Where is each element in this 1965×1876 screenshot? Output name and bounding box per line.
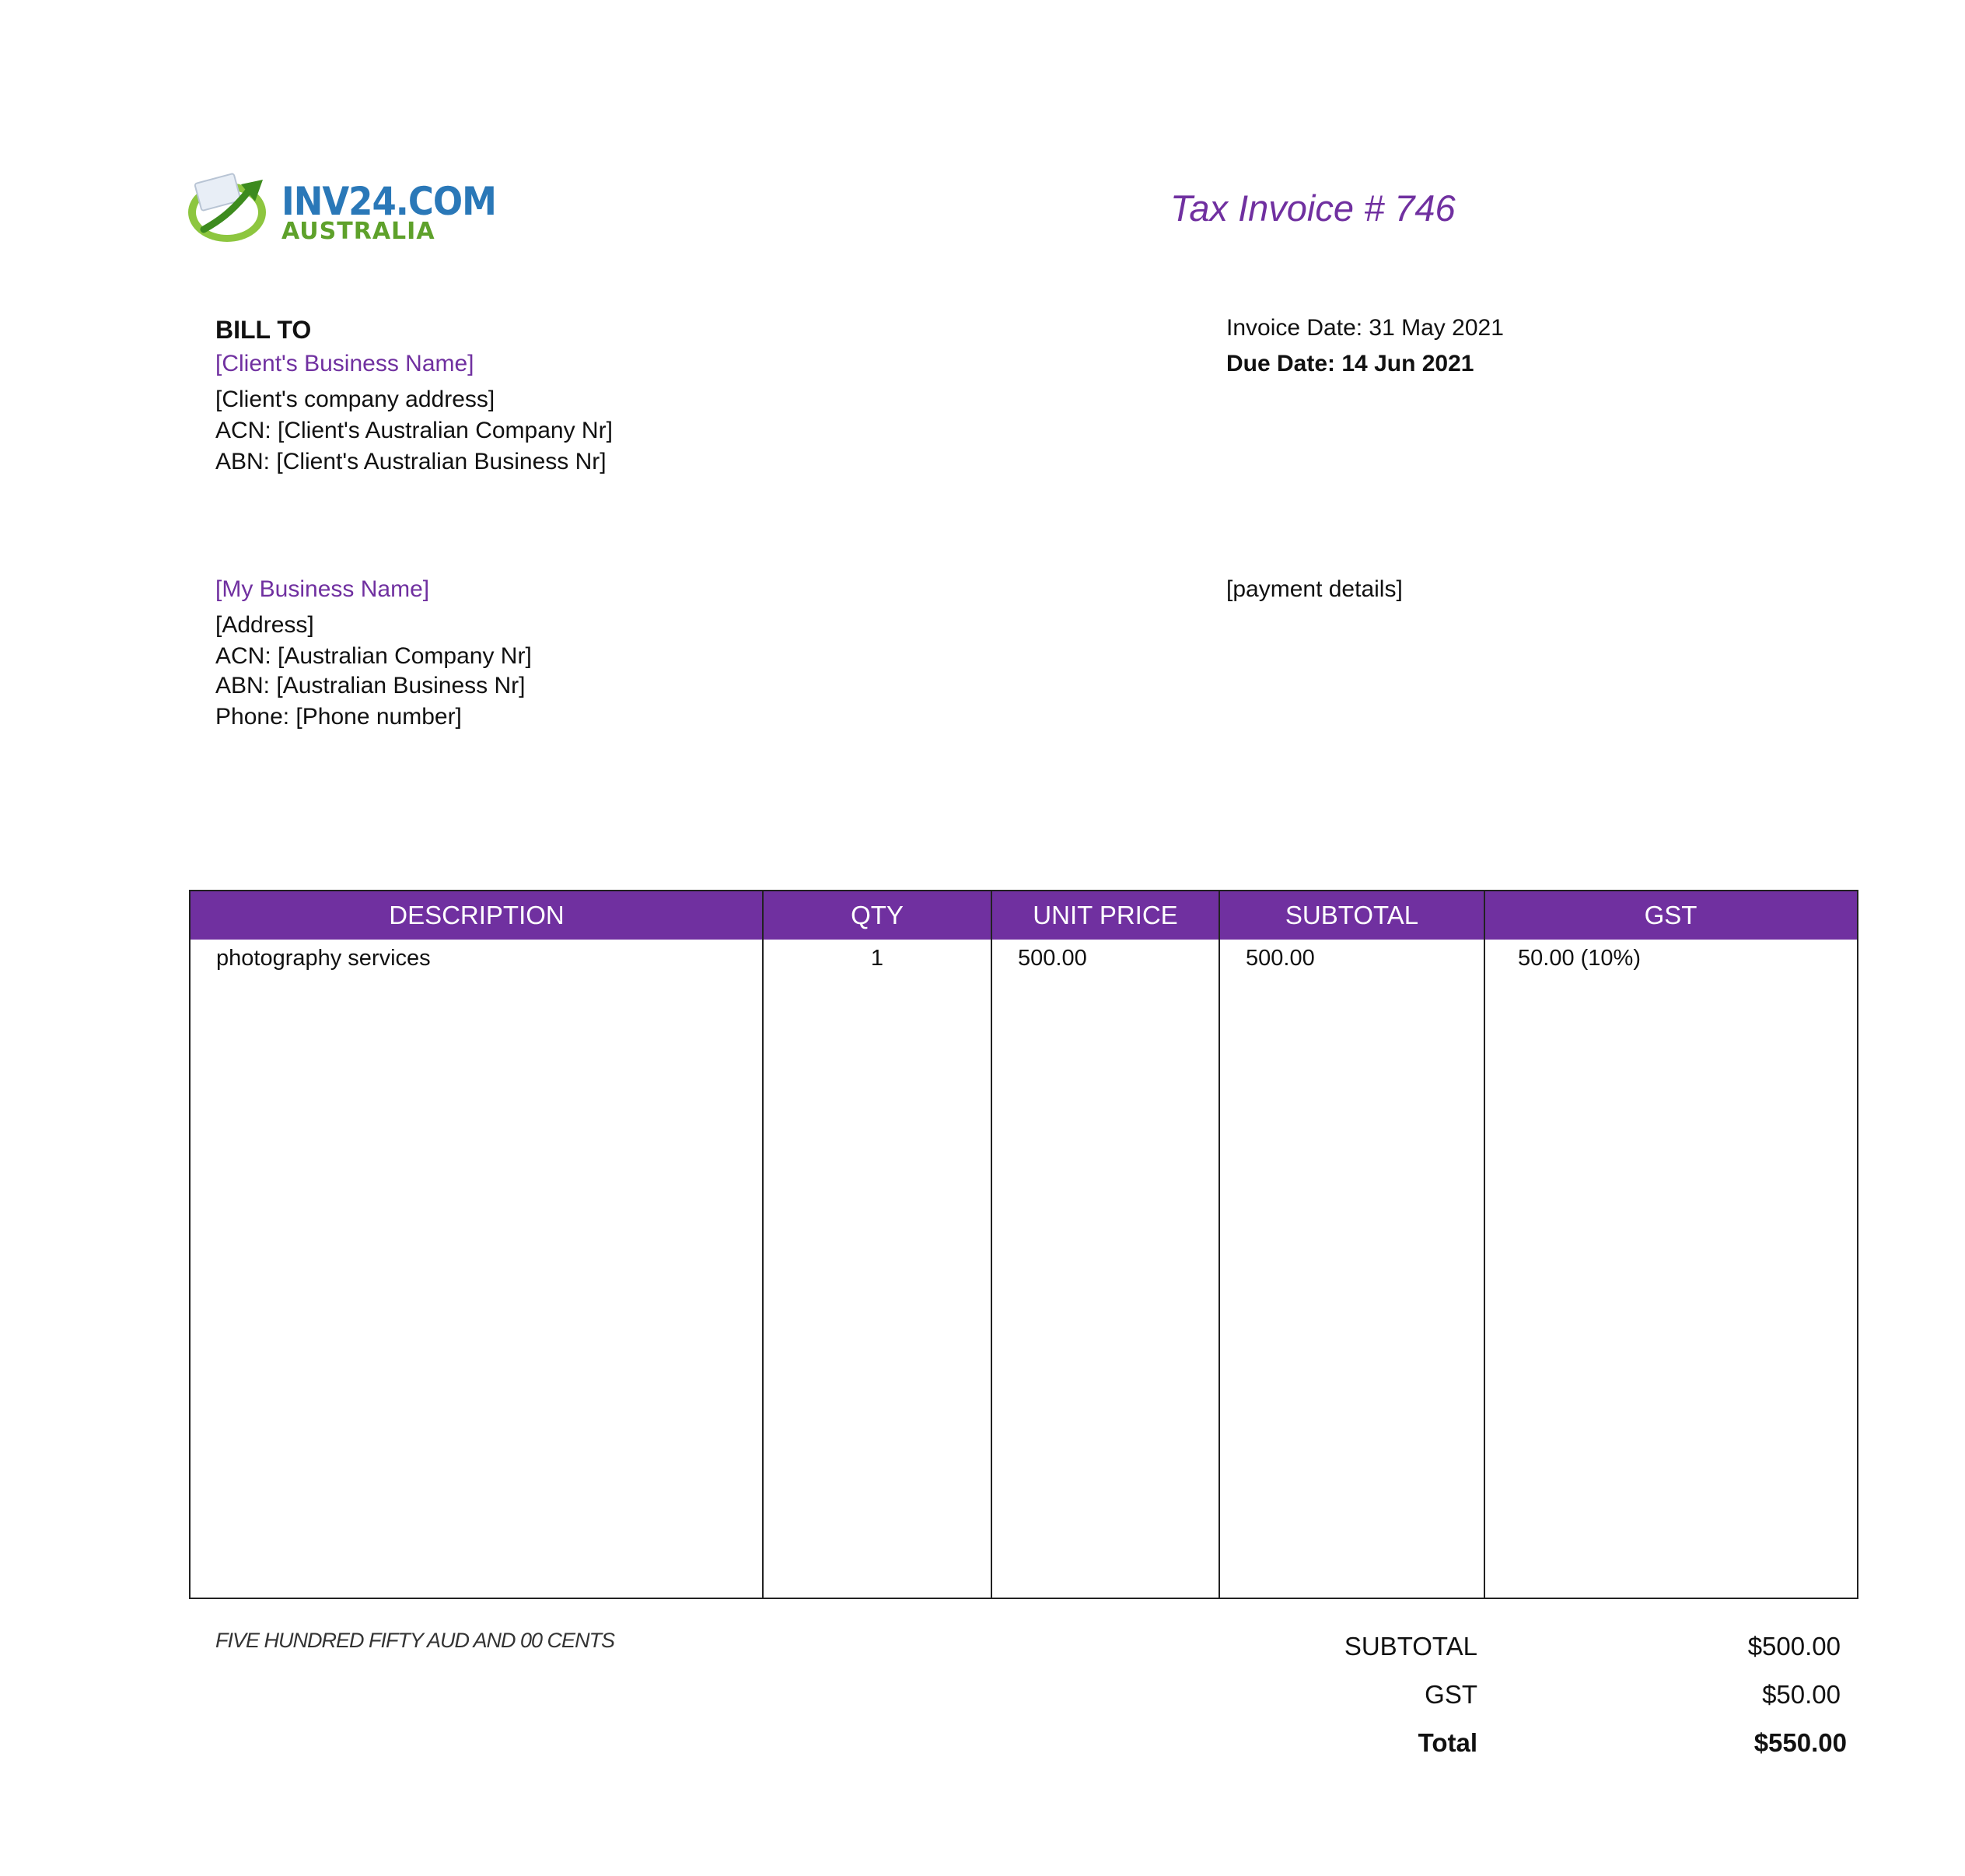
row-description: photography services: [216, 946, 431, 971]
row-subtotal: 500.00: [1246, 946, 1315, 971]
client-acn: ACN: [Client's Australian Company Nr]: [215, 418, 613, 443]
my-abn: ABN: [Australian Business Nr]: [215, 673, 526, 698]
column-divider: [1484, 891, 1485, 1598]
gst-label: GST: [1425, 1680, 1477, 1709]
header-gst: GST: [1644, 901, 1698, 929]
line-items-table: [189, 890, 1858, 1599]
amount-in-words: FIVE HUNDRED FIFTY AUD AND 00 CENTS: [215, 1629, 615, 1652]
column-divider: [762, 891, 764, 1598]
payment-details: [payment details]: [1226, 576, 1403, 602]
client-business-name: [Client's Business Name]: [215, 351, 474, 376]
column-divider: [991, 891, 992, 1598]
header-description: DESCRIPTION: [389, 901, 565, 929]
row-gst: 50.00 (10%): [1518, 946, 1641, 971]
logo-text-secondary: AUSTRALIA: [281, 218, 435, 245]
column-divider: [1219, 891, 1220, 1598]
row-unit-price: 500.00: [1018, 946, 1087, 971]
total-label: Total: [1418, 1728, 1477, 1757]
gst-value: $50.00: [1762, 1680, 1841, 1709]
due-date: Due Date: 14 Jun 2021: [1226, 351, 1474, 376]
my-business-name: [My Business Name]: [215, 576, 430, 602]
header-qty: QTY: [851, 901, 904, 929]
invoice-title: Tax Invoice # 746: [1170, 187, 1456, 229]
header-unit-price: UNIT PRICE: [1033, 901, 1178, 929]
subtotal-value: $500.00: [1747, 1632, 1841, 1661]
header-subtotal: SUBTOTAL: [1285, 901, 1419, 929]
total-value: $550.00: [1753, 1728, 1847, 1757]
my-address: [Address]: [215, 612, 314, 638]
client-address: [Client's company address]: [215, 387, 495, 412]
row-qty: 1: [870, 946, 884, 971]
invoice-date: Invoice Date: 31 May 2021: [1226, 315, 1504, 341]
bill-to-heading: BILL TO: [215, 316, 312, 344]
subtotal-label: SUBTOTAL: [1344, 1632, 1477, 1661]
table-header: [191, 891, 1857, 940]
my-phone: Phone: [Phone number]: [215, 704, 462, 730]
logo-text-primary: INV24.COM: [281, 179, 496, 224]
company-logo: [187, 163, 496, 249]
client-abn: ABN: [Client's Australian Business Nr]: [215, 449, 607, 474]
my-acn: ACN: [Australian Company Nr]: [215, 643, 532, 669]
green-arrow-envelope-logo-icon: [187, 167, 272, 245]
